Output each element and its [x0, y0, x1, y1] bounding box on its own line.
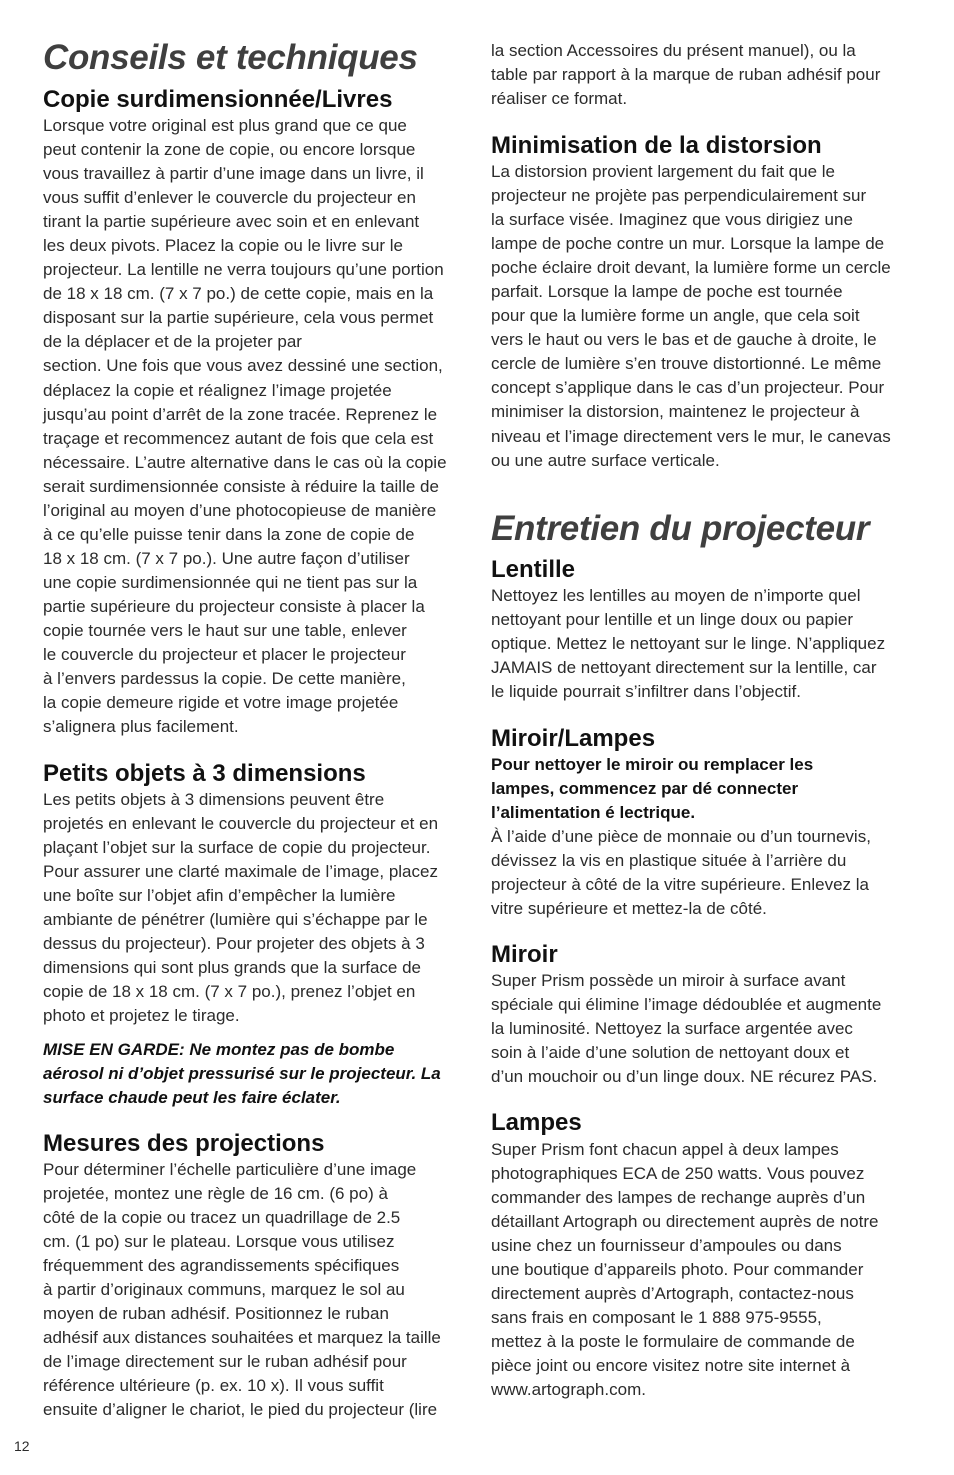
heading-lens: Lentille	[491, 556, 576, 583]
text-line: sans frais en composant le 1 888 975-9555,	[491, 1308, 822, 1328]
text-line: nettoyant pour lentille et un linge doux ou papier	[491, 610, 853, 630]
mirror-paragraph	[491, 969, 881, 1089]
text-line: à l’envers pardessus la copie. De cette manière,	[43, 669, 406, 689]
text-line: parfait. Lorsque la lampe de poche est tournée	[491, 282, 843, 302]
text-line: JAMAIS de nettoyant directement sur la lentille, car	[491, 658, 877, 678]
text-line: vous suffit d’enlever le couvercle du projecteur en	[43, 188, 416, 208]
text-line: optique. Mettez le nettoyant sur le linge. N’appliquez	[491, 634, 886, 654]
text-line: mettez à la poste le formulaire de commande de	[491, 1332, 855, 1352]
text-line: réaliser ce format.	[491, 89, 628, 109]
text-line: table par rapport à la marque de ruban adhésif pour	[491, 65, 881, 85]
text-line: pièce joint ou encore visitez notre site internet à	[491, 1356, 851, 1376]
text-line: poche éclaire droit devant, la lumière forme un cercle	[491, 258, 891, 278]
heading-oversize-copy: Copie surdimensionnée/Livres	[43, 86, 393, 113]
text-line: ou une autre surface verticale.	[491, 450, 720, 470]
text-line: MISE EN GARDE: Ne montez pas de bombe	[43, 1040, 395, 1059]
text-line: adhésif aux distances souhaitées et marquez la taille	[43, 1328, 441, 1348]
text-line: Pour assurer une clarté maximale de l’image, placez	[43, 862, 438, 882]
page-number: 12	[14, 1438, 30, 1454]
text-line: projecteur à côté de la vitre supérieure. Enlevez la	[491, 875, 869, 895]
text-line: la luminosité. Nettoyez la surface argentée avec	[491, 1019, 853, 1039]
text-line: la surface visée. Imaginez que vous dirigiez une	[491, 210, 853, 230]
text-line: À l’aide d’une pièce de monnaie ou d’un tournevis,	[491, 827, 871, 846]
text-line: usine chez un fournisseur d’ampoules ou dans	[491, 1236, 842, 1256]
text-line: minimiser la distorsion, maintenez le projecteur à	[491, 402, 860, 422]
text-line: concept s’applique dans le cas d’un projecteur. Pour	[491, 378, 885, 398]
text-line: Pour déterminer l’échelle particulière d’une image	[43, 1160, 417, 1179]
heading-distortion: Minimisation de la distorsion	[491, 132, 822, 159]
text-line: une copie surdimensionnée qui ne tient pas sur la	[43, 572, 418, 592]
text-line: référence ultérieure (p. ex. 10 x). Il vous suffit	[43, 1376, 384, 1396]
heading-mirror-lamps: Miroir/Lampes	[491, 725, 656, 752]
text-line: Pour nettoyer le miroir ou remplacer les	[491, 755, 814, 774]
text-line: Nettoyez les lentilles au moyen de n’importe quel	[491, 586, 861, 605]
text-line: ambiante de pénétrer (lumière qui s’échappe par le	[43, 910, 428, 930]
lens-paragraph	[491, 584, 885, 704]
distortion-paragraph	[491, 160, 891, 473]
text-line: fréquemment des agrandissements spécifiques	[43, 1256, 400, 1276]
text-line: cercle de lumière s’en trouve distortionné. Le même	[491, 354, 882, 374]
text-line: vers le haut ou vers le bas et de gauche à droite, le	[491, 330, 877, 350]
text-line: nécessaire. L’autre alternative dans le cas où la copie	[43, 452, 447, 472]
text-line: pour que la lumière forme un angle, que cela soit	[491, 306, 860, 326]
text-line: les deux pivots. Placez la copie ou le livre sur le	[43, 236, 404, 256]
text-line: une boutique d’appareils photo. Pour commander	[491, 1260, 864, 1280]
warning-paragraph	[43, 1038, 441, 1110]
text-line: Les petits objets à 3 dimensions peuvent être	[43, 790, 385, 809]
text-line: ensuite d’aligner le chariot, le pied du projecteur (lire	[43, 1400, 438, 1420]
text-line: commander des lampes de rechange auprès d’un	[491, 1188, 866, 1208]
3d-objects-paragraph	[43, 788, 438, 1028]
text-line: partie supérieure du projecteur consiste à placer la	[43, 596, 425, 616]
text-line: le couvercle du projecteur et placer le projecteur	[43, 645, 406, 665]
text-line: photographiques ECA de 250 watts. Vous pouvez	[491, 1164, 865, 1184]
projection-measures-paragraph	[43, 1158, 441, 1423]
text-line: copie tournée vers le haut sur une table, enlever	[43, 620, 407, 640]
text-line: Super Prism possède un miroir à surface avant	[491, 971, 846, 990]
heading-lamps: Lampes	[491, 1109, 582, 1136]
text-line: La distorsion provient largement du fait que le	[491, 162, 835, 181]
text-line: spéciale qui élimine l’image dédoublée et augmente	[491, 995, 882, 1015]
text-line: 18 x 18 cm. (7 x 7 po.). Une autre façon d’utiliser	[43, 548, 410, 568]
text-line: de la déplacer et de la projeter par	[43, 332, 302, 352]
text-line: Super Prism font chacun appel à deux lampes	[491, 1140, 839, 1159]
text-line: projecteur. La lentille ne verra toujours qu’une portion	[43, 260, 444, 280]
text-line: à ce qu’elle puisse tenir dans la zone de copie de	[43, 524, 415, 544]
text-line: à partir d’originaux communs, marquez le sol au	[43, 1280, 405, 1300]
text-line: la section Accessoires du présent manuel), ou la	[491, 41, 856, 60]
text-line: dessus du projecteur). Pour projeter des objets à 3	[43, 934, 425, 954]
lamps-paragraph	[491, 1138, 878, 1403]
text-line: disposant sur la partie supérieure, cela vous permet	[43, 308, 434, 328]
text-line: traçage et recommencez autant de fois que cela est	[43, 428, 434, 448]
text-line: surface chaude peut les faire éclater.	[43, 1088, 341, 1108]
section-title-maintenance: Entretien du projecteur	[491, 509, 870, 548]
text-line: lampes, commencez par dé connecter	[491, 779, 799, 799]
heading-3d-objects: Petits objets à 3 dimensions	[43, 760, 366, 787]
text-line: l’alimentation é lectrique.	[491, 803, 696, 823]
heading-projection-measures: Mesures des projections	[43, 1130, 325, 1157]
oversize-copy-paragraph	[43, 114, 447, 739]
text-line: www.artograph.com.	[491, 1380, 646, 1400]
text-line: directement auprès d’Artograph, contactez-nous	[491, 1284, 854, 1304]
text-line: copie de 18 x 18 cm. (7 x 7 po.), prenez l’objet en	[43, 982, 416, 1002]
mirror-lamps-paragraph	[491, 825, 871, 921]
text-line: une boîte sur l’objet afin d’empêcher la lumière	[43, 886, 396, 906]
text-line: aérosol ni d’objet pressurisé sur le projecteur. La	[43, 1064, 441, 1084]
text-line: projetée, montez une règle de 16 cm. (6 po) à	[43, 1184, 388, 1204]
text-line: de l’image directement sur le ruban adhésif pour	[43, 1352, 407, 1372]
text-line: plaçant l’objet sur la surface de copie du projecteur.	[43, 838, 431, 858]
text-line: niveau et l’image directement vers le mur, le canevas	[491, 426, 891, 446]
text-line: le liquide pourrait s’infiltrer dans l’objectif.	[491, 682, 801, 702]
text-line: section. Une fois que vous avez dessiné une section,	[43, 356, 443, 376]
text-line: lampe de poche contre un mur. Lorsque la lampe de	[491, 234, 885, 254]
page-title: Conseils et techniques	[43, 38, 418, 77]
text-line: projetés en enlevant le couvercle du projecteur et en	[43, 814, 439, 834]
continuation-paragraph	[491, 39, 880, 111]
text-line: photo et projetez le tirage.	[43, 1006, 240, 1026]
text-line: déplacez la copie et réalignez l’image projetée	[43, 380, 392, 400]
text-line: s’alignera plus facilement.	[43, 717, 239, 737]
mirror-lamps-bold-instruction	[491, 753, 813, 825]
text-line: la copie demeure rigide et votre image projetée	[43, 693, 399, 713]
text-line: soin à l’aide d’une solution de nettoyant doux et	[491, 1043, 850, 1063]
heading-mirror: Miroir	[491, 941, 558, 968]
text-line: projecteur ne projète pas perpendiculairement sur	[491, 186, 867, 206]
text-line: d’un mouchoir ou d’un linge doux. NE récurez PAS.	[491, 1067, 878, 1087]
text-line: dimensions qui sont plus grands que la surface de	[43, 958, 422, 978]
text-line: détaillant Artograph ou directement auprès de notre	[491, 1212, 879, 1232]
text-line: de 18 x 18 cm. (7 x 7 po.) de cette copie, mais en la	[43, 284, 434, 304]
text-line: cm. (1 po) sur le plateau. Lorsque vous utilisez	[43, 1232, 395, 1252]
text-line: côté de la copie ou tracez un quadrillage de 2.5	[43, 1208, 401, 1228]
text-line: l’original au moyen d’une photocopieuse de manière	[43, 500, 437, 520]
text-line: serait surdimensionnée consiste à réduire la taille de	[43, 476, 439, 496]
text-line: peut contenir la zone de copie, ou encore lorsque	[43, 140, 416, 160]
text-line: jusqu’au point d’arrêt de la zone tracée. Reprenez le	[43, 404, 438, 424]
text-line: Lorsque votre original est plus grand que ce que	[43, 116, 407, 135]
text-line: dévissez la vis en plastique située à l’arrière du	[491, 851, 847, 871]
text-line: vous travaillez à partir d’une image dans un livre, il	[43, 164, 424, 184]
text-line: moyen de ruban adhésif. Positionnez le ruban	[43, 1304, 389, 1324]
text-line: vitre supérieure et mettez-la de côté.	[491, 899, 767, 919]
text-line: tirant la partie supérieure avec soin et en enlevant	[43, 212, 420, 232]
